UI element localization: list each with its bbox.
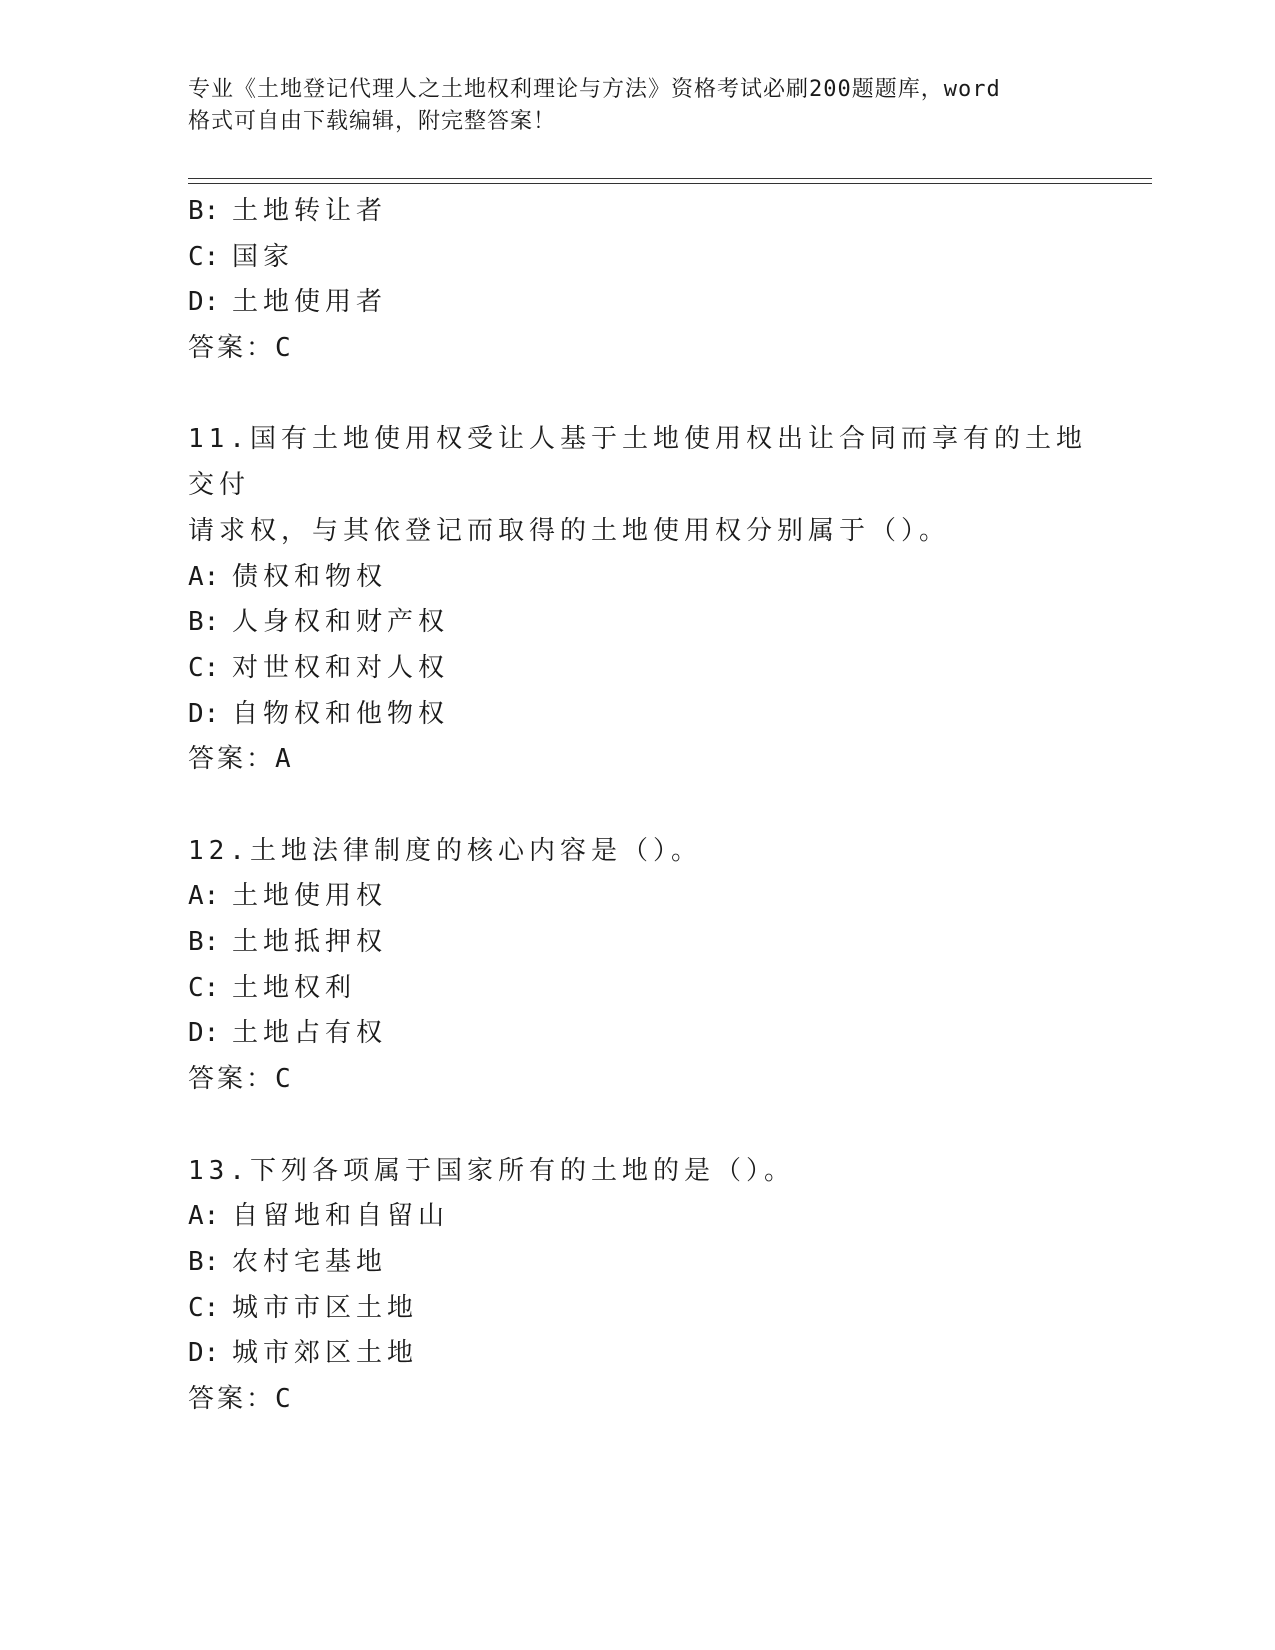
option-text: 土地抵押权 <box>232 927 388 958</box>
option-text: 国家 <box>232 241 295 272</box>
option-text: 土地使用权 <box>232 881 388 912</box>
option-text: 农村宅基地 <box>232 1246 388 1277</box>
answer-label: 答案： <box>188 333 276 364</box>
header-title-line-2: 格式可自由下载编辑，附完整答案！ <box>188 109 557 134</box>
option-letter: D: <box>188 1338 220 1369</box>
option-letter: D: <box>188 1018 220 1049</box>
answer-label: 答案： <box>188 744 276 775</box>
option-text: 土地占有权 <box>232 1018 388 1049</box>
option-letter: A: <box>188 561 220 592</box>
option-letter: C: <box>188 972 220 1003</box>
question-stem <box>188 1149 1088 1195</box>
answer-value: C <box>275 1383 294 1414</box>
question-11 <box>188 417 1088 783</box>
question-12 <box>188 829 1088 1103</box>
question-stem-line-1: 12.土地法律制度的核心内容是（）。 <box>188 835 702 866</box>
option-text: 土地使用者 <box>232 287 388 318</box>
option-a <box>188 874 1088 920</box>
question-stem <box>188 829 1088 875</box>
header-title-line-1: 专业《土地登记代理人之土地权利理论与方法》资格考试必刷200题题库，word <box>188 77 1001 102</box>
answer-line <box>188 737 1088 783</box>
option-text: 自物权和他物权 <box>232 698 450 729</box>
option-text: 土地权利 <box>232 972 357 1003</box>
option-text: 土地转让者 <box>232 196 388 226</box>
option-b <box>188 920 1088 966</box>
question-content <box>188 189 1088 1423</box>
option-a <box>188 1194 1088 1240</box>
option-b <box>188 189 1088 235</box>
answer-label: 答案： <box>188 1383 276 1414</box>
option-text: 自留地和自留山 <box>232 1201 450 1232</box>
answer-line <box>188 1377 1088 1423</box>
option-letter: B: <box>188 196 220 226</box>
option-c <box>188 1286 1088 1332</box>
option-letter: D: <box>188 698 220 729</box>
option-a <box>188 555 1088 601</box>
option-d <box>188 280 1088 326</box>
option-b <box>188 600 1088 646</box>
option-c <box>188 235 1088 281</box>
header-divider-bottom <box>188 183 1152 184</box>
option-b <box>188 1240 1088 1286</box>
option-text: 对世权和对人权 <box>232 652 450 683</box>
option-letter: C: <box>188 241 220 272</box>
option-letter: D: <box>188 287 220 318</box>
option-letter: A: <box>188 881 220 912</box>
option-d <box>188 1331 1088 1377</box>
option-text: 人身权和财产权 <box>232 607 450 638</box>
option-letter: B: <box>188 607 220 638</box>
answer-value: C <box>275 333 294 364</box>
document-header <box>188 74 1068 138</box>
option-letter: C: <box>188 1292 220 1323</box>
question-10-fragment <box>188 189 1088 372</box>
answer-value: C <box>275 1064 294 1095</box>
header-divider-top <box>188 178 1152 179</box>
answer-line <box>188 326 1088 372</box>
question-stem-line-1: 11.国有土地使用权受让人基于土地使用权出让合同而享有的土地交付 <box>188 424 1087 501</box>
option-letter: C: <box>188 652 220 683</box>
option-text: 债权和物权 <box>232 561 388 592</box>
answer-line <box>188 1057 1088 1103</box>
question-stem-line-2: 请求权，与其依登记而取得的土地使用权分别属于（）。 <box>188 515 951 546</box>
option-letter: B: <box>188 927 220 958</box>
option-letter: B: <box>188 1246 220 1277</box>
option-d <box>188 692 1088 738</box>
option-d <box>188 1011 1088 1057</box>
answer-label: 答案： <box>188 1064 276 1095</box>
option-text: 城市郊区土地 <box>232 1338 419 1369</box>
option-c <box>188 966 1088 1012</box>
answer-value: A <box>275 744 294 775</box>
option-c <box>188 646 1088 692</box>
spacer <box>188 1103 1088 1149</box>
question-13 <box>188 1149 1088 1423</box>
option-text: 城市市区土地 <box>232 1292 419 1323</box>
spacer <box>188 783 1088 829</box>
option-letter: A: <box>188 1201 220 1232</box>
question-stem-line-1: 13.下列各项属于国家所有的土地的是（）。 <box>188 1155 795 1186</box>
question-stem <box>188 417 1088 554</box>
spacer <box>188 372 1088 418</box>
